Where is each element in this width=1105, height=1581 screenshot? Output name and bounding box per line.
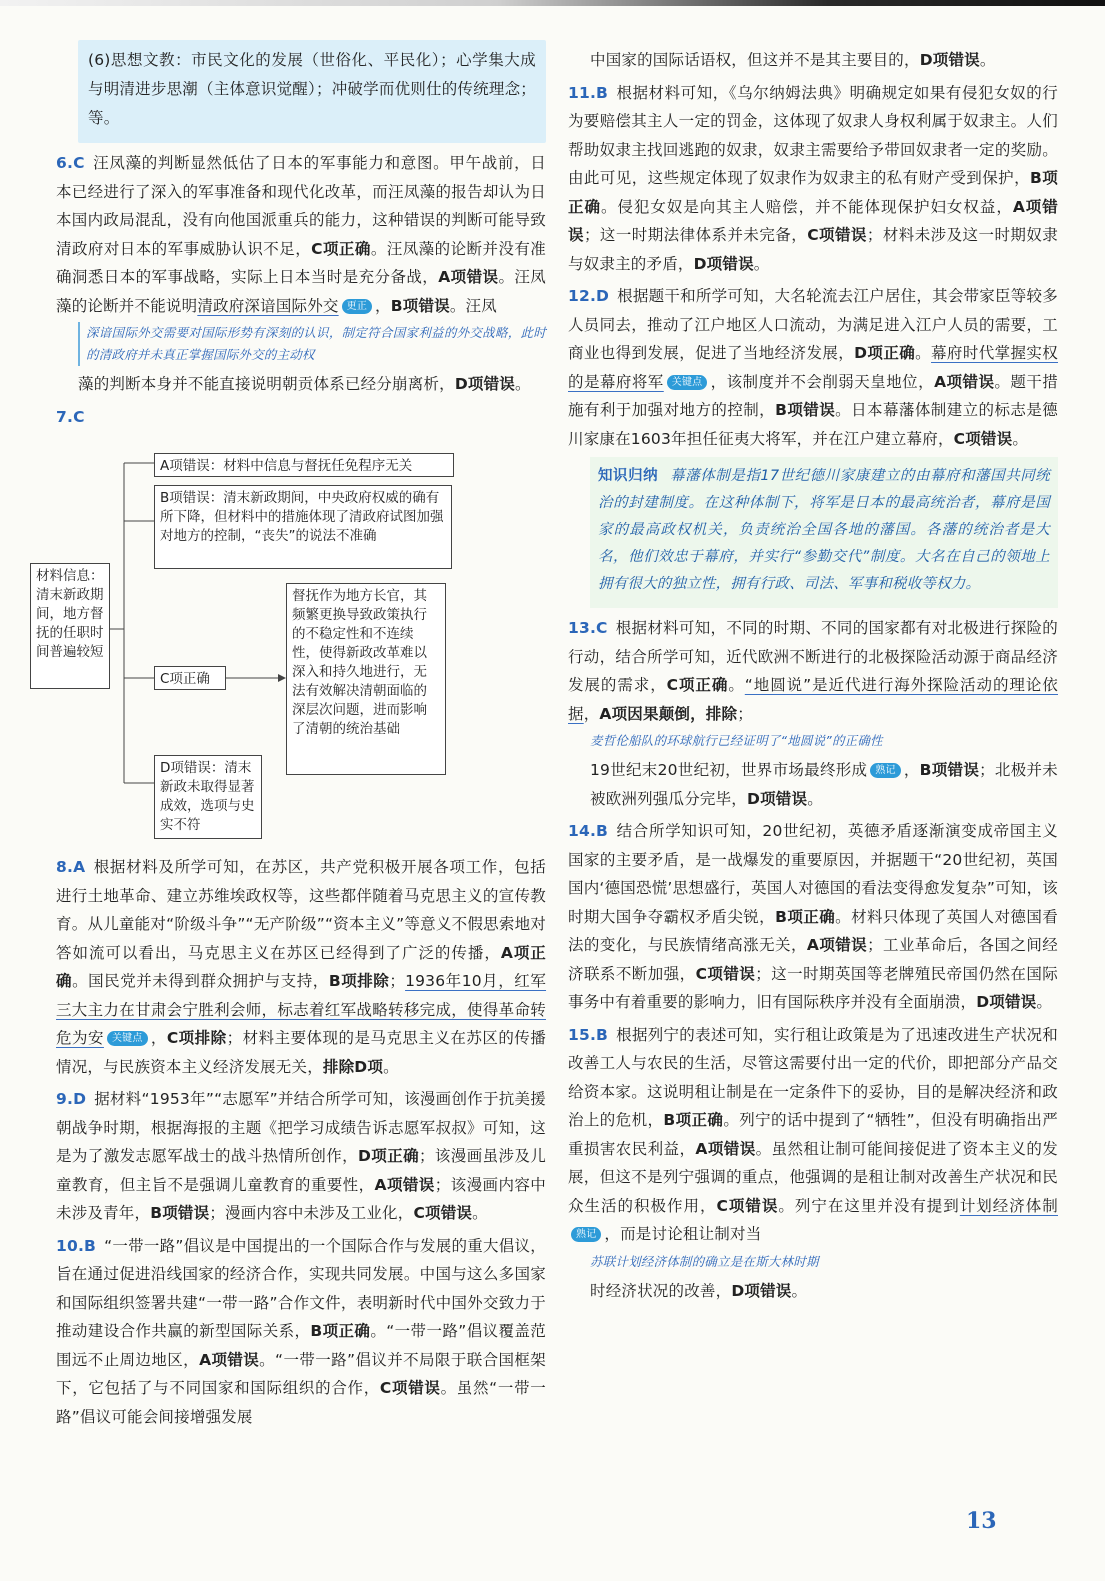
answer-number: 10.B	[56, 1236, 97, 1255]
answer-text: ；这一时期英国等老牌殖民帝国仍然在国际事务中有着重要的影响力，旧有国际秩序并没有全面崩溃，	[568, 964, 1058, 1011]
option-verdict: D项错误	[693, 254, 754, 273]
correction-note: 深谙国际外交需要对国际形势有深刻的认识，制定符合国家利益的外交战略，此时的清政府并未真正掌握国际外交的主动权	[78, 322, 546, 366]
answer-number: 7.C	[56, 407, 85, 426]
answer-text: ；	[389, 972, 406, 990]
answer-text: 汪凤藻的判断显然低估了日本的军事能力和意图。甲午战前，日本已经进行了深入的军事准备和现代化改革，而汪凤藻的报告却认为日本国内政局混乱，没有向他国派重兵的能力，这种错误的判断可能导致清政府对日本的军事威胁认识不足，	[56, 154, 546, 258]
option-verdict: D项错误	[747, 789, 808, 808]
knowledge-summary	[598, 463, 1050, 598]
answer-text: ；材料主要体现的是马克思主义在苏区的传播情况，与民族资本主义经济发展无关，	[56, 1029, 546, 1076]
answer-text: 据材料“1953年”“志愿军”并结合所学可知，该漫画创作于抗美援朝战争时期，根据海报的主题《把学习成绩告诉志愿军叔叔》可知，这是为了激发志愿军战士的战斗热情所创作，	[56, 1090, 546, 1165]
answer-text: 。材料只体现了英国人对德国看法的变化，与民族情绪高涨无关，	[568, 907, 1058, 954]
answer-text: 。	[383, 1057, 399, 1076]
option-verdict: D项正确	[358, 1147, 420, 1165]
answer-11	[568, 79, 1058, 279]
answer-15	[568, 1021, 1058, 1249]
answer-text: 根据题干和所学可知，大名轮流去江户居住，其会带家臣等较多人员同去，推动了江户地区人口流动，为满足进入江户人员的需要，工商业也得到发展，促进了当地经济发展，	[568, 287, 1058, 362]
answer-14	[568, 817, 1058, 1017]
answer-text: 。	[807, 789, 823, 808]
summary-box	[78, 40, 546, 143]
answer-text: 。汪凤藻的论断并没有准确洞悉日本的军事战略，实际上日本当时是充分备战，	[56, 239, 546, 286]
answer-text: 时经济状况的改善，	[590, 1281, 732, 1300]
annotation-note: 苏联计划经济体制的确立是在斯大林时期	[590, 1253, 819, 1269]
option-verdict: A项错误	[695, 1139, 756, 1158]
option-verdict: B项正确	[568, 169, 1058, 216]
answer-text: 。虽然租让制可能间接促进了资本主义的发展，但这不是列宁强调的重点，他强调的是租让制对改善生产状况和民众生活的积极作用，	[568, 1139, 1058, 1215]
answer-number: 8.A	[56, 858, 86, 876]
page-number: 13	[966, 1508, 997, 1534]
answer-text: 根据列宁的表述可知，实行租让政策是为了迅速改进生产状况和改善工人与农民的生活，尽管这需要付出一定的代价，即把部分产品交给资本家。这说明租让制是在一定条件下的妥协，目的是解决经济和政治上的危机，	[568, 1025, 1058, 1129]
answer-number: 11.B	[568, 83, 609, 102]
answer-text: 结合所学知识可知，20世纪初，英德矛盾逐渐演变成帝国主义国家的主要矛盾，是一战爆发的重要原因，并据题干“20世纪初，英国国内‘德国恐慌’思想盛行，英国人对德国的看法变得愈发复杂”可知，该时期大国争夺霸权矛盾尖锐，	[568, 822, 1058, 926]
answer-text: 。	[472, 1204, 488, 1222]
option-verdict: B项正确	[775, 907, 836, 926]
answer-text: “一带一路”倡议是中国提出的一个国际合作与发展的重大倡议，旨在通过促进沿线国家的经济合作，实现共同发展。中国与这么多国家和国际组织签署共建“一带一路”合作文件，表明新时代中国外交致力于推动建设合作共赢的新型国际关系，	[56, 1236, 546, 1340]
answer-number: 14.B	[568, 822, 609, 840]
underlined-phrase: 清政府深谙国际外交	[197, 296, 339, 315]
answer-text: 。汪凤藻的论断并不能说明	[56, 268, 546, 315]
annotation-note: 麦哲伦船队的环球航行已经证明了“地圆说”的正确性	[590, 733, 883, 748]
answer-text: 。	[1036, 993, 1053, 1011]
answer-text: ；材料未涉及这一时期奴隶与奴隶主的矛盾，	[568, 226, 1058, 273]
underlined-phrase: 幕府时代掌握实权的是幕府将军	[568, 344, 1059, 391]
answer-text: 。	[979, 51, 996, 69]
option-verdict: C项正确	[666, 676, 729, 694]
answer-7-diagram	[16, 435, 536, 845]
answer-text: ；	[737, 704, 753, 723]
memorize-badge: 熟记	[870, 763, 900, 778]
answer-text: ；北极并未被欧洲列强瓜分完毕，	[590, 761, 1058, 808]
option-verdict: D项错误	[731, 1281, 792, 1300]
option-verdict: D项正确	[854, 344, 916, 362]
answer-text: ；这一时期法律体系并未完备，	[583, 226, 808, 244]
option-verdict: C项错误	[379, 1379, 441, 1397]
option-verdict: A项错误	[568, 197, 1058, 244]
option-b-box: B项错误：清末新政期间，中央政府权威的确有所下降，但材料中的措施体现了清政府试图加强对地方的控制，“丧失”的说法不准确	[154, 485, 452, 569]
answer-number: 15.B	[568, 1025, 609, 1044]
knowledge-summary-title: 知识归纳	[598, 468, 659, 484]
top-bar	[0, 0, 1105, 6]
answer-text: ；工业革命后，各国之间经济联系不断加强，	[568, 936, 1058, 983]
option-verdict: B项错误	[775, 401, 836, 419]
answer-text: ，	[150, 1029, 167, 1047]
option-verdict: B项正确	[310, 1322, 371, 1340]
answer-text: ，	[903, 761, 920, 779]
option-verdict: A项错误	[199, 1350, 260, 1369]
answer-number: 13.C	[568, 619, 608, 637]
answer-number: 12.D	[568, 287, 610, 305]
answer-text: 。日本幕藩体制建立的标志是德川家康在1603年担任征夷大将军，并在江户建立幕府，	[568, 401, 1058, 448]
answer-text: 。汪凤	[449, 296, 497, 315]
answer-text: 19世纪末20世纪初，世界市场最终形成	[590, 761, 868, 779]
left-column	[36, 40, 547, 1435]
summary-text: (6)思想文教：市民文化的发展（世俗化、平民化）；心学集大成与明清进步思潮（主体意识觉醒）；冲破学而优则仕的传统理念；等。	[88, 51, 536, 127]
answer-15-cont	[590, 1277, 1058, 1306]
option-verdict: B项错误	[150, 1204, 210, 1222]
answer-text: 。	[728, 676, 745, 694]
answer-text: 。虽然“一带一路”倡议可能会间接增强发展	[56, 1379, 546, 1426]
answer-text: 。	[915, 344, 932, 362]
answer-text: ；该漫画虽涉及儿童教育，但主旨不是强调儿童教育的重要性，	[56, 1147, 546, 1194]
option-c-box: C项正确	[154, 666, 226, 690]
answer-10-cont	[590, 46, 1058, 75]
underlined-phrase: 1936年10月，红军三大主力在甘肃会宁胜利会师，标志着红军战略转移完成，使得革命转危为安	[56, 972, 547, 1047]
option-verdict: A项错误	[374, 1175, 435, 1194]
correction-badge: 更正	[342, 299, 372, 314]
answer-text: 。国民党并未得到群众拥护与支持，	[72, 972, 329, 990]
answer-number: 6.C	[56, 154, 85, 172]
answer-9	[56, 1085, 546, 1228]
answer-text: 中国家的国际话语权，但这并不是其主要目的，	[590, 51, 920, 69]
option-verdict: C项正确	[311, 239, 371, 258]
option-verdict: D项错误	[454, 375, 515, 393]
answer-text: 。题干措施有利于加强对地方的控制，	[568, 372, 1059, 419]
option-verdict: D项错误	[976, 993, 1037, 1011]
option-verdict: C项错误	[413, 1204, 473, 1222]
answer-text: 根据材料及所学可知，在苏区，共产党积极开展各项工作，包括进行土地革命、建立苏维埃政权等，这些都伴随着马克思主义的宣传教育。从儿童能对“阶级斗争”“无产阶级”“资本主义”等意义不假思索地对答如流可以看出，马克思主义在苏区已经得到了广泛的传播，	[56, 858, 546, 962]
knowledge-summary-text: 幕藩体制是指17世纪德川家康建立的由幕府和藩国共同统治的封建制度。在这种体制下，将军是日本的最高统治者，幕府是国家的最高政权机关，负责统治全国各地的藩国。各藩的统治者是大名，他们效忠于幕府，并实行“参勤交代”制度。大名在自己的领地上拥有很大的独立性，拥有行政、司法、军事和税收等权力。	[598, 468, 1050, 592]
option-verdict: A项错误	[806, 936, 868, 954]
option-verdict: A项错误	[438, 268, 499, 286]
option-verdict: 排除D项	[322, 1057, 384, 1076]
option-verdict: B项错误	[390, 296, 450, 315]
option-verdict: C项排除	[166, 1029, 227, 1047]
option-verdict: B项正确	[663, 1111, 724, 1129]
answer-number: 9.D	[56, 1090, 87, 1108]
option-a-box: A项错误：材料中信息与督抚任免程序无关	[154, 453, 454, 477]
answer-text: 。列宁的话中提到了“牺牲”，但没有明确指出严重损害农民利益，	[568, 1111, 1058, 1158]
answer-text: 。“一带一路”倡议覆盖范围远不止周边地区，	[56, 1322, 546, 1369]
answer-text: 。“一带一路”倡议并不局限于联合国框架下，它包括了与不同国家和国际组织的合作，	[56, 1350, 546, 1397]
answer-text: ；漫画内容中未涉及工业化，	[209, 1204, 414, 1222]
answer-13-cont	[590, 756, 1058, 813]
answer-text: ，该制度并不会削弱天皇地位，	[710, 372, 935, 391]
option-verdict: A项错误	[934, 372, 995, 391]
answer-text: ；该漫画内容中未涉及青年，	[56, 1175, 546, 1222]
answer-text: 。列宁在这里并没有提到	[778, 1196, 960, 1215]
answer-8	[56, 853, 546, 1081]
right-column	[568, 46, 1059, 1309]
answer-text: 。侵犯女奴是向其主人赔偿，并不能体现保护妇女权益，	[600, 197, 1013, 216]
option-verdict: C项错误	[953, 429, 1013, 448]
material-info-box: 材料信息：清末新政期间，地方督抚的任职时间普遍较短	[30, 563, 110, 689]
answer-text: 。	[1012, 429, 1029, 448]
option-verdict: C项错误	[695, 964, 756, 983]
option-verdict: C项错误	[807, 226, 867, 244]
answer-text: 。	[791, 1281, 808, 1300]
answer-10	[56, 1232, 546, 1432]
answer-13	[568, 614, 1058, 728]
underlined-phrase: “地圆说”是近代进行海外探险活动的理论依据	[568, 676, 1058, 723]
answer-text: ，	[375, 296, 391, 315]
option-d-box: D项错误：清末新政未取得显著成效，选项与史实不符	[154, 755, 262, 839]
answer-text: ，	[583, 704, 600, 723]
answer-text: 藻的判断本身并不能直接说明朝贡体系已经分崩离析，	[78, 375, 455, 393]
underlined-phrase: 计划经济体制	[959, 1196, 1058, 1215]
option-verdict: B项错误	[919, 761, 980, 779]
answer-12	[568, 282, 1058, 453]
answer-text: 根据材料可知，《乌尔纳姆法典》明确规定如果有侵犯女奴的行为要赔偿其主人一定的罚金，这体现了奴隶人身权利属于奴隶主。人们帮助奴隶主找回逃跑的奴隶，奴隶主需要给予带回奴隶者一定的奖励。由此可见，这些规定体现了奴隶作为奴隶主的私有财产受到保护，	[568, 83, 1058, 187]
answer-6-cont	[78, 370, 546, 399]
option-verdict: D项错误	[919, 51, 980, 69]
knowledge-summary-box	[590, 457, 1058, 608]
answer-text: ，而是讨论租让制对当	[604, 1225, 762, 1243]
key-point-badge: 关键点	[107, 1031, 148, 1046]
option-verdict: A项正确	[56, 943, 546, 990]
answer-text: 根据材料可知，不同的时期、不同的国家都有对北极进行探险的行动，结合所学可知，近代欧洲不断进行的北极探险活动源于商品经济发展的需求，	[568, 619, 1058, 694]
option-verdict: A项因果颠倒，排除	[599, 704, 738, 723]
option-verdict: B项排除	[328, 972, 390, 990]
option-verdict: C项错误	[716, 1196, 779, 1215]
answer-text: 。	[753, 254, 770, 273]
answer-7-heading	[56, 403, 546, 432]
answer-text: 。	[514, 375, 531, 393]
memorize-badge: 熟记	[571, 1227, 601, 1242]
answer-6	[56, 149, 546, 320]
option-c-detail-box: 督抚作为地方长官，其频繁更换导致政策执行的不稳定性和不连续性，使得新政改革难以深入和持久地进行，无法有效解决清朝面临的深层次问题，进而影响了清朝的统治基础	[286, 583, 446, 775]
key-point-badge: 关键点	[667, 375, 708, 390]
